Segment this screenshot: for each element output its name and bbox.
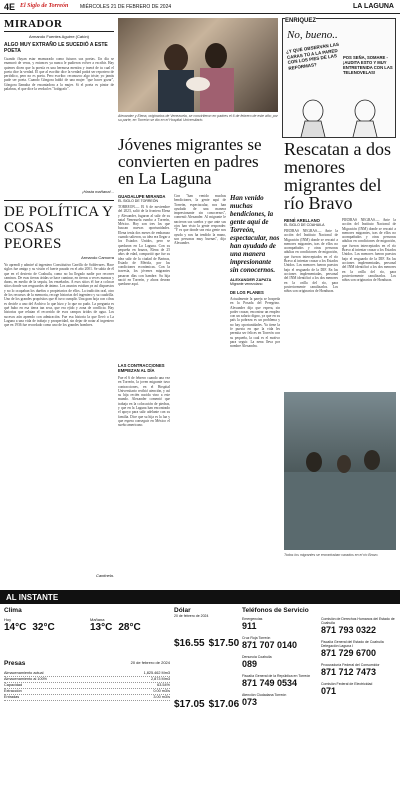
photo-illustration: [118, 18, 278, 112]
service-item: Comisión de Derechos Humanos del Estado de Coahuila 871 793 0322: [321, 617, 395, 635]
publication-date: MIÉRCOLES 21 DE FEBRERO DE 2024: [80, 4, 172, 10]
service-item: Cruz Roja Torreón 871 707 0140: [242, 636, 298, 650]
river-photo-illustration: [284, 392, 396, 550]
service-item: Fiscalía General de la República en Torreón 871 749 0534: [242, 674, 311, 688]
presas-row: Almacenamiento al 100% 2,873 Mm3: [4, 677, 170, 681]
cartoon-panel: [282, 18, 396, 138]
jovenes-quote: Han venido muchas bendiciones, la gente aquí de Torreón, espectacular, nos han ayudado de una manera impresionante sin conocernos.: [230, 194, 280, 274]
clima-today-name: Hoy: [4, 617, 12, 622]
al-instante-bar: AL INSTANTE: [0, 590, 400, 604]
page-number: 4E: [4, 2, 16, 12]
service-item: Fiscalía General del Estado de Coahuila Delegación Laguna I 871 729 6700: [321, 640, 384, 658]
mirador-body: Cuando fluyan estar enamorado como futuros sus poetas. Un día se enamoró de veras, y entonces ya nunca le pudieron volver a escribir. Hay quienes dicen que la poesía es una hermosa mentira y traerá de tu cual el poeta dice la verdad. El que al escribir dice la verdad podrá ser reportero de periódico, pero no es poeta. Pero escribo: reconozco algo triste; yo jamás pude ser poeta. Cuando Góngora habló de una mujer "que hacer gozar", Góngora llamaba de encantadora a la mujer. Si el poeta es pintor de palabras, el que dice la verdad es "fotógrafo".: [4, 57, 114, 92]
presas-row: Extracción 0.00 m3/s: [4, 689, 170, 693]
clima-today: [4, 617, 84, 633]
dolar-box: [174, 607, 238, 787]
service-item: Atención Ciudadana Torreón 073: [242, 693, 287, 707]
jovenes-col-1: [118, 194, 170, 574]
clima-label: Clima: [4, 607, 22, 614]
jovenes-body: TORREÓN.— El 6 de noviembre del 2023, salió de la frontera Elena y Alexander, fugaron al salir de su natal Venezuela rumbo a Torreón, México. Hoy son tres los que buscan nuevas oportunidades. Elena tenía dos meses de embarazo cuando salieron, su idea era llegar a los Estados Unidos, pero se quedaron en La Laguna. Con su pequeña en brazos, Elena de 25 años de edad, compartió que fue su idea salir de la ciudad de Barinas, Estado de Mérida, por las condiciones económicas. Con la travesía, los jóvenes migrantes pasaron días con hambre. Su hija nació en Torreón, y ahora desean quedarse aquí.: [118, 205, 170, 287]
servicio-box: [242, 607, 396, 791]
jovenes-headline: Jóvenes migrantes se convierten en padres en La Laguna: [118, 135, 262, 188]
mirador-kicker: MIRADOR: [4, 18, 63, 30]
jovenes-byline: GUADALUPE MIRANDA: [118, 194, 166, 199]
servicio-label: Teléfonos de Servicio: [242, 607, 309, 614]
service-item: Comisión Federal de Electricidad 071: [321, 682, 373, 696]
politica-author: Armando Camorra: [81, 255, 114, 260]
cartoon-kicker: ENRIQUEZ: [285, 18, 317, 24]
mirador-signoff: ¡Hasta mañana!...: [82, 189, 114, 194]
dolar-compra-2: $17.05: [174, 699, 205, 710]
politica-kicker: DE POLÍTICA Y COSAS PEORES: [4, 204, 113, 252]
service-item: Denuncia Coahuila 089: [242, 655, 272, 669]
clima-tomorrow-name: Mañana: [90, 617, 105, 622]
presas-label: Presas: [4, 660, 26, 667]
migrant-family-photo: [118, 18, 278, 112]
rescate-photo-caption: Todos los migrantes se encontraban varados en el río Bravo.: [284, 553, 379, 557]
jovenes-body-3: Con "han venido muchas bendiciones, la gente aquí de Torreón, espectacular, nos han ayudado de una manera impresionante sin conocernos", comentó Alexander. Al migrante le nacieron sus sueños y que ante sus ojos han visto la gente responder. "Y es que donde sea esta gente nos ayuda y nos ha tendido la mano, son personas muy buenas", dijo Alexander.: [174, 194, 226, 246]
river-photo: [284, 392, 396, 550]
jovenes-body-4: Actualmente la pareja se hospeda en la Posada del Peregrino. Alexander dijo que espera, sin poder cruzar, encontrar un empleo con un salario digno, ya que en su país la pobreza es un problema y no hay oportunidades. Ya tiene la fe puesta en que la vida les permita ser felices en Torreón con su pequeña, la cual es el motivo para seguir. La nena lleva por nombre Alexandra.: [230, 297, 280, 349]
jovenes-subhead: LAS CONTRACCIONES EMPIEZAN AL DÍA: [118, 363, 165, 373]
presas-box: [4, 660, 170, 790]
mirador-headline: ALGO MUY EXTRAÑO LE SUCEDIÓ A ESTE POETA: [4, 42, 108, 54]
dolar-label: Dólar: [174, 607, 191, 614]
cartoon-bubble-1: No, bueno..: [287, 29, 338, 41]
newspaper-name: El Siglo de Torreón: [20, 3, 69, 9]
divider: [4, 200, 114, 201]
politica-column: [4, 200, 114, 578]
rescate-col-1: [284, 218, 338, 389]
mirador-column: [4, 18, 114, 196]
dolar-venta-1: $17.50: [208, 638, 240, 649]
dolar-date: 20 de febrero de 2024: [174, 614, 209, 618]
jovenes-subhead-2: DE LOS PLANES: [230, 290, 264, 295]
clima-today-max: 32°C: [32, 622, 55, 633]
clima-tomorrow-min: 13°C: [90, 622, 113, 633]
service-item: Emergencias 911: [242, 617, 263, 631]
clima-today-min: 14°C: [4, 622, 27, 633]
rescate-outlet: EL SIGLO DE COAHUILA: [284, 223, 325, 227]
jovenes-photo-caption: Alexander y Elena, originarios de Venezuela, se convirtieron en padres el 6 de febrero de este año; por su parte, en Torreón se dio en el Hospital Universitario.: [118, 114, 278, 122]
politica-signoff: Cantinela.: [95, 573, 114, 578]
jovenes-col-2: [174, 194, 226, 574]
mirador-author: Armando Fuentes Aguirre (Catón): [28, 34, 90, 39]
rescate-body-cont: PIEDRAS NEGRAS.— Ante la acción del Instituto Nacional de Migración (INM) donde se rescató a menores migrantes, tras de ellos no acompañados y otras personas adultas en condiciones de migración, que fueron interceptados en el río Bravo al intentar cruzar a los Estados Unidos. Los menores fueron puestos bajo el resguardo de la DIF. En las acciones implementadas, personal del INM identificó a los dos menores en la orilla del río, para posteriormente canalizarlos. Los niños son originarios de Honduras.: [342, 218, 396, 283]
presas-row: Entradas 3.00 m3/s: [4, 695, 170, 699]
rescate-body: PIEDRAS NEGRAS.— Ante la acción del Instituto Nacional de Migración (INM) donde se rescató a menores migrantes, tras de ellos no acompañados y otras personas adultas en condiciones de migración, que fueron interceptados en el río Bravo al intentar cruzar a los Estados Unidos. Los menores fueron puestos bajo el resguardo de la DIF. En las acciones implementadas, personal del INM identificó a los dos menores en la orilla del río, para posteriormente canalizarlos. Los niños son originarios de Honduras.: [284, 229, 338, 294]
jovenes-body-2: Fue el 6 de febrero cuando una vez en Torreón, la joven migrante tuvo contracciones, en el Hospital Universitario recibió atención, y así su hija recién nacida vino a este mundo. Alexander comentó que trabaja en la colocación de piedras, y que en la Laguna han encontrado el apoyo para salir adelante con su familia. Dice que su hija es la luz y que espera conseguir en México el sueño americano.: [118, 376, 170, 428]
clima-box: [4, 607, 170, 655]
service-item: Procuraduría Federal del Consumidor 871 712 7473: [321, 663, 380, 677]
divider: [4, 31, 114, 32]
section-name: LA LAGUNA: [353, 3, 394, 10]
rescate-byline: RENÉ ARELLANO: [284, 218, 320, 223]
clima-tomorrow: [90, 617, 170, 633]
cartoon-bubble-3: POS SEÑA, SOMARE - ¡AUDITA ESTO Y MUY ENTRETENIDA CON LAS TELENOVELAS!: [343, 55, 393, 75]
presas-row: Almacenamiento actual 1,825.462 Mm3: [4, 671, 170, 675]
presas-date: 20 de febrero de 2024: [130, 660, 170, 665]
jovenes-col-3: [230, 194, 280, 574]
page-header: [0, 0, 400, 14]
cartoon-bubble-2: ¿Y QUÉ OBSERVAN LAS CARAS TÚ A LA PARED CON LOS PIES DE LAS REFORMAS?: [285, 41, 340, 71]
jovenes-quote-author: ALEXANDER ZAPATA: [230, 277, 272, 282]
presas-row: Capacidad 63.54%: [4, 683, 170, 687]
rescate-headline: Rescatan a dos menores migrantes del río Bravo: [284, 139, 391, 213]
cartoon-drawing: [283, 93, 395, 137]
clima-tomorrow-max: 28°C: [118, 622, 141, 633]
jovenes-outlet: EL SIGLO DE TORREÓN: [118, 199, 159, 203]
dolar-compra-1: $16.55: [174, 638, 205, 649]
dolar-venta-2: $17.06: [208, 699, 240, 710]
jovenes-quote-role: Migrante venezolano: [230, 282, 263, 286]
politica-body: Yo aprendí y admiré al ingeniero Constitutivo Carrillo de Soldevares. Hace siglos fue amigo y su visión el fuerte pasado en el año 2001. Se sabía de él que en el desierto de Coahuila, como no ha llegado nadie por recorrer caminos. De esas tierras áridas se hace caminar, en tierras a veces mansas y duras, en medio de la sequía, los enseñados. A esos sitios él fue a colocar sitios donde son resguardos de ánimo. Los asuntos estaban ya así dispuestos y no lo ocupaban los dueños o propietarios de ellos. La tradición oral, otro de los recursos de la memoria, recoge historias del ingeniero y su cuadrilla. Uno de los grandes propósitos que él tuvo cumplir. Una gran hoja con cifras es decirle a uno del Archivo lo que hizo y lo que no pudo. La pregunta es qué hubo en esa tierra tan seca, que era ejido y zona de conflicto. Hay historias que relatan el recorrido de esos campos áridos de agua. Los sucesos aún aprendo con admiración. Fue esa historia la que llevó a La Laguna a una vida de trabajo y prosperidad, sin dejar de notar al ingeniero que en 1936 fue recordado como uno de los grandes hombres.: [4, 263, 114, 328]
